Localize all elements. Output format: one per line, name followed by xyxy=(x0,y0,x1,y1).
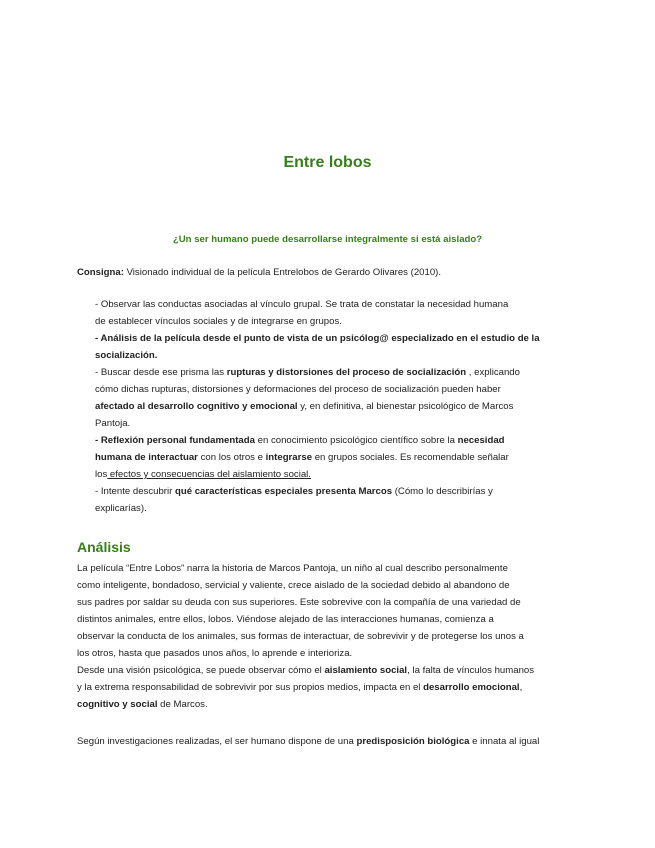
document-title: Entre lobos xyxy=(283,154,372,171)
underlined-phrase: efectos y consecuencias del aislamiento social. xyxy=(107,469,311,480)
consigna-label: Consigna: xyxy=(77,267,124,278)
analysis-line: cognitivo y social de Marcos. xyxy=(77,699,208,710)
task-item: - Reflexión personal fundamentada en conocimiento psicológico científico sobre la necesidad humana de interactuar con los otros e integrarse en grupos sociales. Es recomendable señalar los efectos y consecuencias del aislamiento social. xyxy=(95,435,509,480)
analysis-line: La película “Entre Lobos” narra la historia de Marcos Pantoja, un niño al cual describo personalmente xyxy=(77,563,508,574)
analysis-heading: Análisis xyxy=(77,539,131,555)
task-item: - Intente descubrir qué características especiales presenta Marcos (Cómo lo describirías y explicarías). xyxy=(95,486,493,514)
analysis-line: distintos animales, entre ellos, lobos. Viéndose alejado de las interacciones humanas, comienza a xyxy=(77,614,494,625)
analysis-line: Desde una visión psicológica, se puede observar cómo el aislamiento social, la falta de vínculos humanos xyxy=(77,665,535,676)
task-list xyxy=(95,296,595,517)
task-item: - Buscar desde ese prisma las rupturas y distorsiones del proceso de socialización , explicando cómo dichas rupturas, distorsiones y deformaciones del proceso de socialización pueden haber afectado al desarrollo cognitivo y emocional y, en definitiva, al bienestar psicológico de Marcos Pantoja. xyxy=(95,367,520,429)
task-item: - Análisis de la película desde el punto de vista de un psicólog@ especializado en el estudio de la socialización. xyxy=(95,333,540,361)
analysis-paragraph-3: Según investigaciones realizadas, el ser humano dispone de una predisposición biológica e innata al igual xyxy=(77,736,540,747)
analysis-body xyxy=(77,560,582,713)
consigna-paragraph xyxy=(77,266,597,280)
analysis-line: sus padres por saldar su deuda con sus superiores. Este sobrevive con la compañía de una variedad de xyxy=(77,597,521,608)
guiding-question: ¿Un ser humano puede desarrollarse integralmente si está aislado? xyxy=(172,234,483,245)
analysis-line: como inteligente, bondadoso, servicial y valiente, crece aislado de la sociedad debido al abandono de xyxy=(77,580,510,591)
analysis-line: los otros, hasta que pasados unos años, lo aprende e interioriza. xyxy=(77,648,353,659)
consigna-text: Visionado individual de la película Entrelobos de Gerardo Olivares (2010). xyxy=(123,267,442,278)
task-item: - Observar las conductas asociadas al vínculo grupal. Se trata de constatar la necesidad humana de establecer vínculos sociales y de integrarse en grupos. xyxy=(95,299,509,327)
analysis-line: y la extrema responsabilidad de sobrevivir por sus propios medios, impacta en el desarrollo emocional, xyxy=(77,682,523,693)
analysis-line: observar la conducta de los animales, sus formas de interactuar, de sobrevivir y de protegerse los unos a xyxy=(77,631,524,642)
